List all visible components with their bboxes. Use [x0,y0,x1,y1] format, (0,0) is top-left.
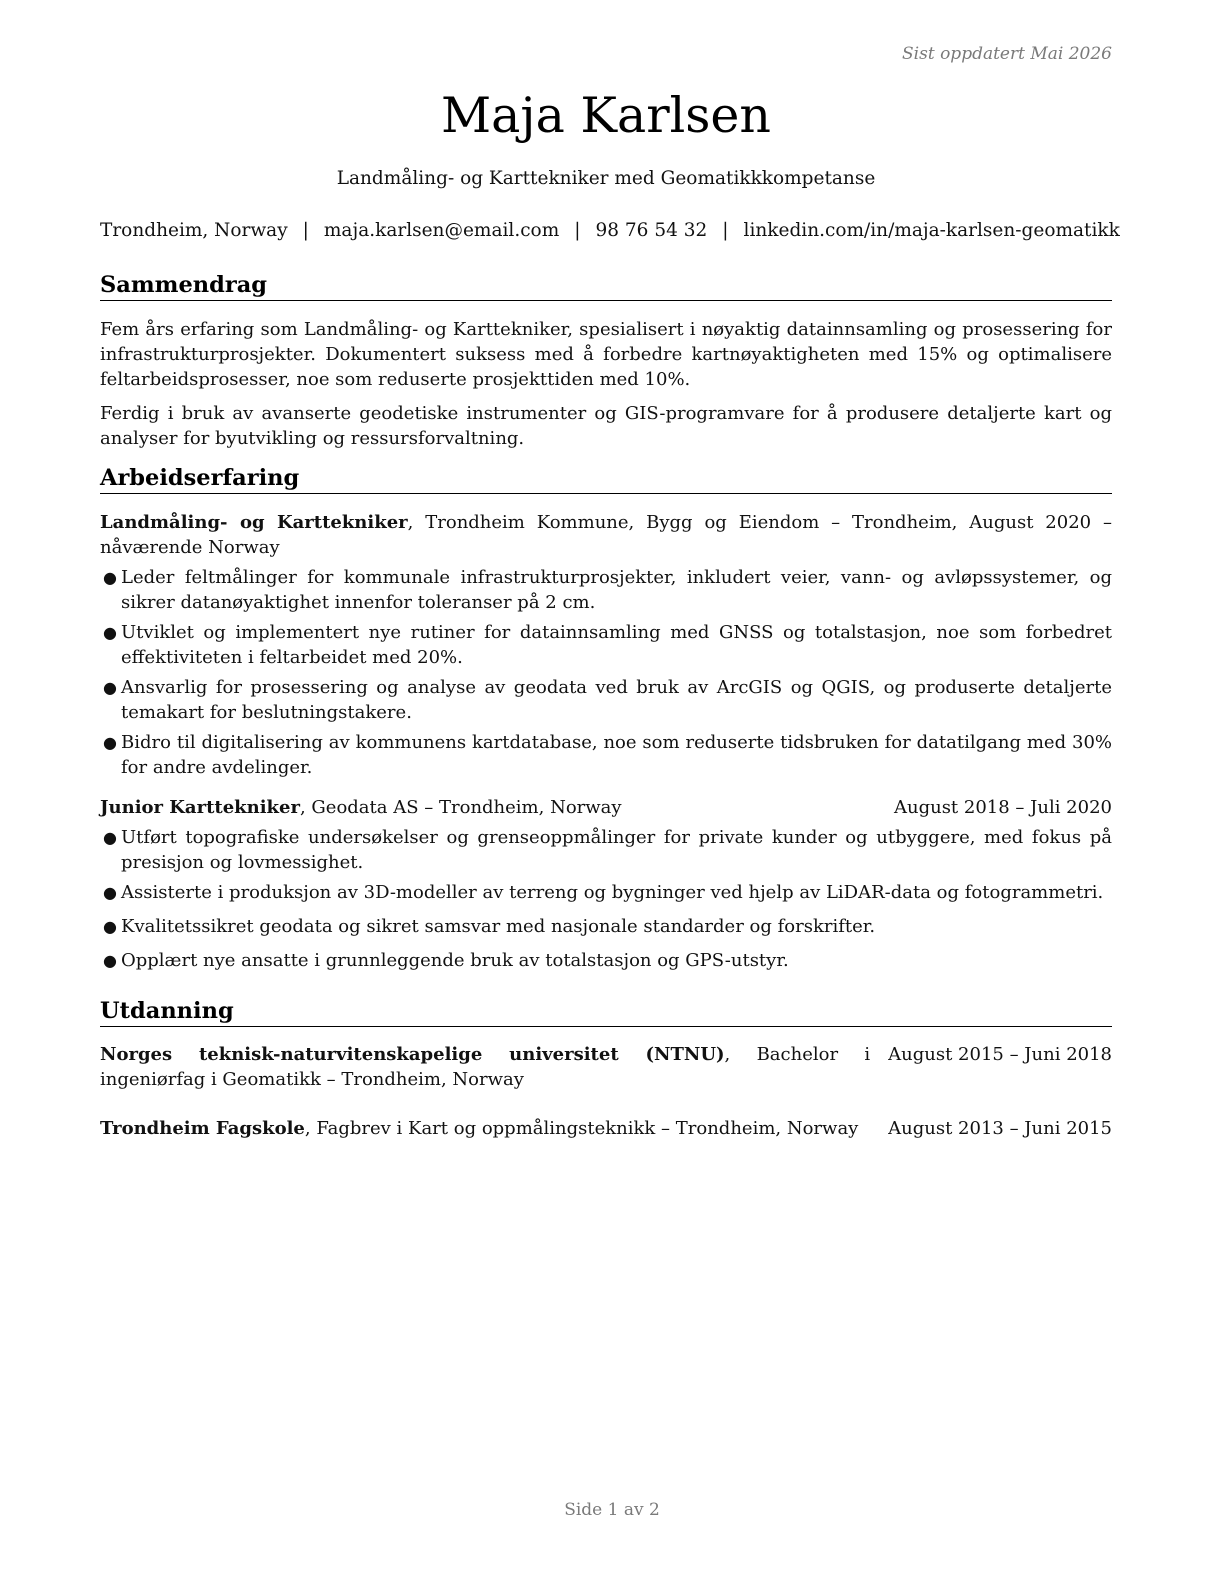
bullet-icon: ● [103,951,117,970]
bullet-icon: ● [103,883,117,902]
summary-paragraph: Ferdig i bruk av avanserte geodetiske instrumenter og GIS-programvare for å produsere detaljerte kart og analyser for byutvikling og ressursforvaltning. [100,403,1112,449]
experience-section [100,464,1112,978]
list-item [100,620,1112,670]
contact-line [100,218,1120,244]
education-dates: August 2013 – Juni 2015 [888,1118,1112,1139]
job-bullets [100,825,1112,973]
candidate-name: Maja Karlsen [441,87,771,144]
bullet-icon: ● [103,828,117,847]
bullet-text: Bidro til digitalisering av kommunens kartdatabase, noe som reduserte tidsbruken for datatilgang med 30% for andre avdelinger. [121,732,1112,778]
list-item [100,948,1112,973]
bullet-icon: ● [103,568,117,587]
bullet-icon: ● [103,623,117,642]
professional-title: Landmåling- og Karttekniker med Geomatikkkompetanse [336,168,876,189]
list-item [100,675,1112,725]
job-header [100,795,1112,820]
list-item [100,825,1112,875]
job-entry [100,510,1112,780]
job-details: , Trondheim Kommune, Bygg og Eiendom – Trondheim, August 2020 – nåværende Norway [100,512,1112,558]
list-item [100,565,1112,615]
contact-separator: | [722,220,729,241]
job-entry [100,795,1112,973]
bullet-text: Utført topografiske undersøkelser og grenseoppmålinger for private kunder og utbyggere, med fokus på presisjon og lovmessighet. [121,827,1112,873]
contact-location: Trondheim, Norway [100,220,288,241]
contact-email[interactable]: maja.karlsen@email.com [323,220,560,241]
bullet-text: Assisterte i produksjon av 3D-modeller av terreng og bygninger ved hjelp av LiDAR-data og fotogrammetri. [121,882,1104,903]
bullet-icon: ● [103,678,117,697]
section-title-summary: Sammendrag [100,271,1112,301]
degree-details: , Bachelor i ingeniørfag i Geomatikk – Trondheim, Norway [100,1044,871,1090]
list-item [100,730,1112,780]
contact-separator: | [574,220,581,241]
contact-separator: | [302,220,309,241]
list-item [100,914,1112,939]
job-title-line [100,795,876,820]
section-title-experience: Arbeidserfaring [100,464,1112,494]
bullet-icon: ● [103,917,117,936]
education-entry [100,1116,1112,1141]
job-header [100,510,1112,560]
bullet-text: Kvalitetssikret geodata og sikret samsvar med nasjonale standarder og forskrifter. [121,916,876,937]
school-name: Trondheim Fagskole [100,1118,305,1139]
summary-section [100,271,1112,451]
education-section [100,997,1112,1141]
summary-paragraph: Fem års erfaring som Landmåling- og Karttekniker, spesialisert i nøyaktig datainnsamling og prosessering for infrastrukturprosjekter. Dokumentert suksess med å forbedre kartnøyaktigheten med 15% og optimalisere feltarbeidsprosesser, noe som reduserte prosjekttiden med 10%. [100,319,1112,390]
list-item [100,880,1112,905]
contact-phone[interactable]: 98 76 54 32 [595,220,708,241]
bullet-text: Opplært nye ansatte i grunnleggende bruk av totalstasjon og GPS-utstyr. [121,950,789,971]
education-dates: August 2015 – Juni 2018 [888,1044,1112,1065]
degree-details: , Fagbrev i Kart og oppmålingsteknikk – Trondheim, Norway [304,1118,859,1139]
bullet-icon: ● [103,733,117,752]
last-updated-note: Sist oppdatert Mai 2026 [902,44,1112,64]
bullet-text: Leder feltmålinger for kommunale infrastrukturprosjekter, inkludert veier, vann- og avløpssystemer, og sikrer datanøyaktighet innenfor toleranser på 2 cm. [121,567,1112,613]
job-details: , Geodata AS – Trondheim, Norway [299,797,622,818]
education-entry [100,1042,1112,1092]
job-bullets [100,565,1112,780]
school-name: Norges teknisk-naturvitenskapelige universitet (NTNU) [100,1044,725,1065]
page-number: Side 1 av 2 [564,1500,660,1520]
contact-linkedin[interactable]: linkedin.com/in/maja-karlsen-geomatikk [743,220,1120,241]
section-title-education: Utdanning [100,997,1112,1027]
bullet-text: Ansvarlig for prosessering og analyse av geodata ved bruk av ArcGIS og QGIS, og produserte detaljerte temakart for beslutningstakere. [121,677,1112,723]
education-title-line [100,1116,870,1141]
bullet-text: Utviklet og implementert nye rutiner for datainnsamling med GNSS og totalstasjon, noe som forbedret effektiviteten i feltarbeidet med 20%. [121,622,1112,668]
education-title-line [100,1042,870,1092]
job-role: Junior Karttekniker [100,797,300,818]
job-role: Landmåling- og Karttekniker [100,512,408,533]
job-dates: August 2018 – Juli 2020 [893,797,1112,818]
